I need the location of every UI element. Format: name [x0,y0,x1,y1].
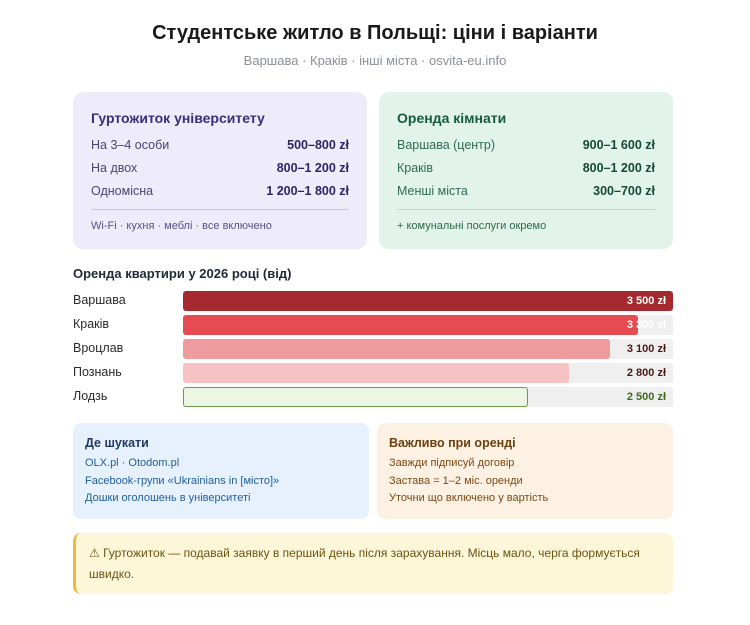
bar-category-label: Познань [73,365,122,379]
bar-row [73,387,673,407]
room-row-label: Менші міста [397,184,468,198]
room-row-price: 800–1 200 zł [582,161,655,175]
bar [183,363,569,383]
warning-text: ⚠ Гуртожиток — подавай заявку в перший день після зарахування. Місць мало, черга формується швидко. [89,546,640,581]
where-to-search-box [73,423,369,519]
room-row-label: Краків [397,161,434,175]
divider [91,209,349,210]
dorm-row-label: Одномісна [91,184,154,198]
bar-value-label: 3 100 zł [626,343,666,355]
room-row-label: Варшава (центр) [397,138,496,152]
dorm-warning-callout [73,533,673,594]
room-row [397,138,655,156]
tip-line: Застава = 1–2 міс. оренди [389,475,523,487]
bar [183,291,673,311]
bar-row [73,363,673,383]
where-to-search-title: Де шукати [85,436,149,450]
dorm-row [91,138,349,156]
room-row-price: 900–1 600 zł [582,138,655,152]
room-card-note: + комунальні послуги окремо [397,220,547,232]
bar-row [73,291,673,311]
rental-tips-title: Важливо при оренді [389,436,516,450]
page-subtitle: Варшава · Краків · інші міста · osvita-eu.info [243,53,507,68]
dorm-card [73,92,367,249]
bar-value-label: 2 800 zł [626,367,666,379]
room-row [397,184,655,202]
bar-category-label: Варшава [73,293,126,307]
bar-value-label: 2 500 zł [626,391,666,403]
dorm-card-title: Гуртожиток університету [91,110,265,126]
dorm-row-price: 800–1 200 zł [276,161,349,175]
bar-row [73,339,673,359]
search-line: Дошки оголошень в університеті [85,492,251,504]
bar-category-label: Краків [73,317,110,331]
bar [183,315,638,335]
room-row [397,161,655,179]
tip-line: Уточни що включено у вартість [389,492,549,504]
bar [183,339,610,359]
search-line: Facebook-групи «Ukrainians in [місто]» [85,475,280,487]
chart-title: Оренда квартири у 2026 році (від) [73,266,292,281]
dorm-row-price: 1 200–1 800 zł [266,184,349,198]
bar-category-label: Вроцлав [73,341,124,355]
room-rent-card [379,92,673,249]
bar-value-label: 3 300 zł [626,319,666,331]
search-line: OLX.pl · Otodom.pl [85,457,180,469]
bar-value-label: 3 500 zł [626,295,666,307]
dorm-card-note: Wi-Fi · кухня · меблі · все включено [91,220,272,232]
tip-line: Завжди підписуй договір [389,457,515,469]
dorm-row-price: 500–800 zł [287,138,349,152]
dorm-row-label: На 3–4 особи [91,138,170,152]
rental-tips-box [377,423,673,519]
bar-row [73,315,673,335]
room-card-title: Оренда кімнати [397,110,507,126]
bar-category-label: Лодзь [73,389,108,403]
dorm-row [91,184,349,202]
page-title: Студентське житло в Польщі: ціни і варіанти [152,22,598,44]
divider [397,209,655,210]
dorm-row-label: На двох [91,161,138,175]
dorm-row [91,161,349,179]
room-row-price: 300–700 zł [593,184,655,198]
bar [183,387,528,407]
